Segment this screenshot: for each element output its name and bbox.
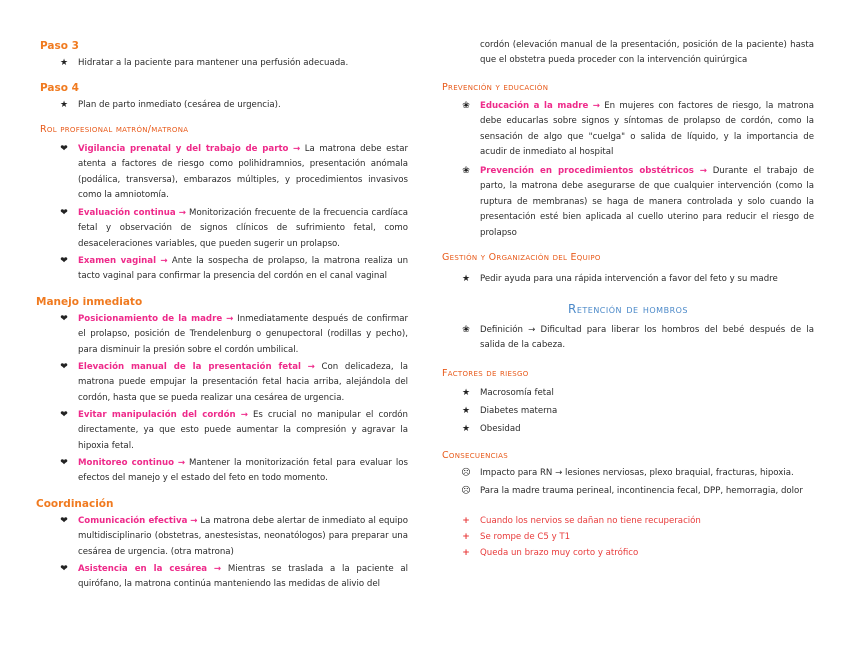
heart-icon: ❤ xyxy=(60,458,68,468)
heart-icon: ❤ xyxy=(60,516,68,526)
consecuencia-note: Se rompe de C5 y T1 xyxy=(480,532,571,542)
plus-icon: + xyxy=(462,548,470,558)
paso4-heading: Paso 4 xyxy=(40,82,79,94)
flower-icon: ❀ xyxy=(462,101,470,111)
prevencion-item: Educación a la madre → En mujeres con factores de riesgo, la matrona debe educarlas sobre signos y síntomas de prolapso de cordón, como la sensación de algo que "cuelga" o salida de líquido, y la importancia de acudir de inmediato al hospital xyxy=(480,101,815,158)
gestion-heading: Gestión y Organización del Equipo xyxy=(442,252,601,263)
consecuencias-heading: Consecuencias xyxy=(442,450,508,461)
star-icon: ★ xyxy=(461,274,471,284)
heart-icon: ❤ xyxy=(60,314,68,324)
paso4-item: Plan de parto inmediato (cesárea de urgencia). xyxy=(78,100,281,110)
paso3-item: Hidratar a la paciente para mantener una perfusión adecuada. xyxy=(78,58,349,68)
manejo-item: Monitoreo continuo → Mantener la monitorización fetal para evaluar los efectos del manejo y el estado del feto en todo momento. xyxy=(78,458,408,484)
heart-icon: ❤ xyxy=(60,362,68,372)
paso3-heading: Paso 3 xyxy=(40,40,79,52)
coordinacion-item: Asistencia en la cesárea → Mientras se traslada a la paciente al quirófano, la matrona continúa manteniendo las medidas de alivio del xyxy=(78,564,409,590)
heart-icon: ❤ xyxy=(60,208,68,218)
factor-item: Macrosomía fetal xyxy=(480,388,554,398)
plus-icon: + xyxy=(462,516,470,526)
consecuencia-item: Para la madre trauma perineal, incontinencia fecal, DPP, hemorragia, dolor xyxy=(480,486,803,496)
star-icon: ★ xyxy=(461,406,471,416)
star-icon: ★ xyxy=(59,58,69,68)
prevencion-heading: Prevención y educación xyxy=(442,82,549,93)
star-icon: ★ xyxy=(461,424,471,434)
manejo-heading: Manejo inmediato xyxy=(36,296,143,308)
heart-icon: ❤ xyxy=(60,144,68,154)
consecuencia-item: Impacto para RN → lesiones nerviosas, plexo braquial, fracturas, hipoxia. xyxy=(480,468,794,478)
heart-icon: ❤ xyxy=(60,564,68,574)
star-icon: ★ xyxy=(59,100,69,110)
factor-item: Diabetes materna xyxy=(480,406,558,416)
coordinacion-item: Comunicación efectiva → La matrona debe alertar de inmediato al equipo multidisciplinario (obstetras, anestesistas, neonatólogos) para preparar una cesárea de urgencia. (otra matrona) xyxy=(78,516,409,557)
sad-face-icon: ☹ xyxy=(461,486,471,496)
flower-icon: ❀ xyxy=(462,166,470,176)
manejo-item: Elevación manual de la presentación fetal → Con delicadeza, la matrona puede empujar la presentación fetal hacia arriba, alejándola del cordón, hasta que se pueda realizar una cesárea de urgencia. xyxy=(78,362,408,403)
consecuencia-note: Cuando los nervios se dañan no tiene recuperación xyxy=(480,516,701,526)
coordinacion-heading: Coordinación xyxy=(36,498,114,510)
continuation-text: cordón (elevación manual de la presentación, posición de la paciente) hasta que el obstetra pueda proceder con la intervención quirúrgica xyxy=(480,40,814,66)
rol-item: Vigilancia prenatal y del trabajo de parto → La matrona debe estar atenta a factores de riesgo como polihidramnios, presentación anómala (podálica, transversa), embarazos múltiples, y procedimientos invasivos como la amniotomía. xyxy=(78,144,409,201)
heart-icon: ❤ xyxy=(60,410,68,420)
prevencion-item: Prevención en procedimientos obstétricos → Durante el trabajo de parto, la matrona debe asegurarse de que cualquier intervención (como la ruptura de membranas) se haga de manera controlada y solo cuando la presentación esté bien aplicada al cuello uterino para reducir el riesgo de prolapso xyxy=(480,166,814,238)
gestion-item: Pedir ayuda para una rápida intervención a favor del feto y su madre xyxy=(480,274,778,284)
heart-icon: ❤ xyxy=(60,256,68,266)
rol-item: Evaluación continua → Monitorización frecuente de la frecuencia cardíaca fetal y observación de signos clínicos de sufrimiento fetal, como desaceleraciones variables, que pueden sugerir un prolapso. xyxy=(78,208,408,249)
retencion-item: Definición → Dificultad para liberar los hombros del bebé después de la salida de la cabeza. xyxy=(480,325,814,351)
factores-heading: Factores de riesgo xyxy=(442,368,529,379)
rol-item: Examen vaginal → Ante la sospecha de prolapso, la matrona realiza un tacto vaginal para confirmar la presencia del cordón en el canal vaginal xyxy=(78,256,409,282)
manejo-item: Posicionamiento de la madre → Inmediatamente después de confirmar el prolapso, posición de Trendelenburg o genupectoral (rodillas y pecho), para disminuir la presión sobre el cordón umbilical. xyxy=(78,314,409,355)
sad-face-icon: ☹ xyxy=(461,468,471,478)
consecuencia-note: Queda un brazo muy corto y atrófico xyxy=(480,548,639,558)
flower-icon: ❀ xyxy=(462,325,470,335)
plus-icon: + xyxy=(462,532,470,542)
star-icon: ★ xyxy=(461,388,471,398)
manejo-item: Evitar manipulación del cordón → Es crucial no manipular el cordón directamente, ya que esto puede aumentar la compresión y agravar la hipoxia fetal. xyxy=(78,410,409,451)
rol-heading: Rol profesional matrón/matrona xyxy=(40,124,189,135)
retencion-heading: Retención de hombros xyxy=(567,302,689,316)
factor-item: Obesidad xyxy=(480,424,521,434)
